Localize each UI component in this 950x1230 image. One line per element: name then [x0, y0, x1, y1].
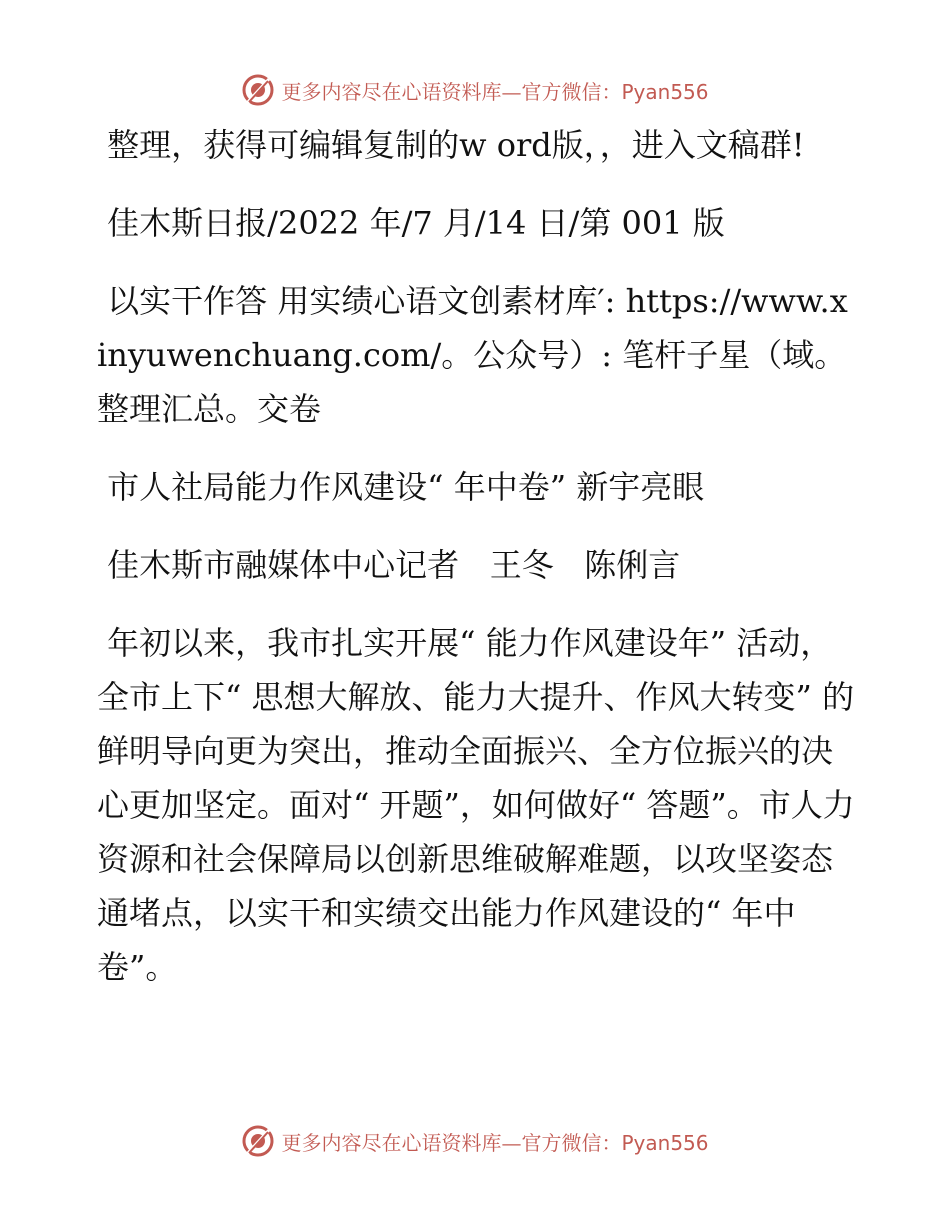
watermark-wechat-id: Pyan556: [621, 79, 709, 104]
pen-logo-icon: [241, 73, 275, 107]
subheadline: 市人社局能力作风建设“ 年中卷” 新宇亮眼: [97, 468, 705, 506]
watermark-text: [281, 1127, 708, 1156]
watermark-wechat-id: Pyan556: [621, 1130, 709, 1155]
byline: 佳木斯市融媒体中心记者 王冬 陈俐言: [97, 546, 681, 584]
watermark-text: [281, 76, 708, 105]
body-paragraph: 年初以来，我市扎实开展“ 能力作风建设年” 活动，全市上下“ 思想大解放、能力大提升、作风大转变” 的鲜明导向更为突出，推动全面振兴、全方位振兴的决心更加坚定。面对“ 开题”，如何做好“ 答题”。市人力资源和社会保障局以创新思维破解难题，以攻坚姿态通堵点，以实干和实绩交出能力作风建设的“ 年中卷”。: [97, 624, 855, 986]
footer-watermark: [0, 1119, 950, 1163]
header-watermark: [0, 68, 950, 112]
pen-logo-icon: [241, 1124, 275, 1158]
watermark-label: 更多内容尽在心语资料库—官方微信：: [281, 79, 622, 104]
source-line: 佳木斯日报/2022 年/7 月/14 日/第 001 版: [97, 204, 725, 242]
document-body: [97, 118, 857, 994]
headline-paragraph: 以实干作答 用实绩心语文创素材库′: https://www.xinyuwenchuang.com/。公众号）: 笔杆子星（域。整理汇总。交卷: [97, 282, 848, 428]
intro-paragraph: 整理，获得可编辑复制的w ord版，，进入文稿群!: [97, 126, 805, 164]
watermark-label: 更多内容尽在心语资料库—官方微信：: [281, 1130, 622, 1155]
